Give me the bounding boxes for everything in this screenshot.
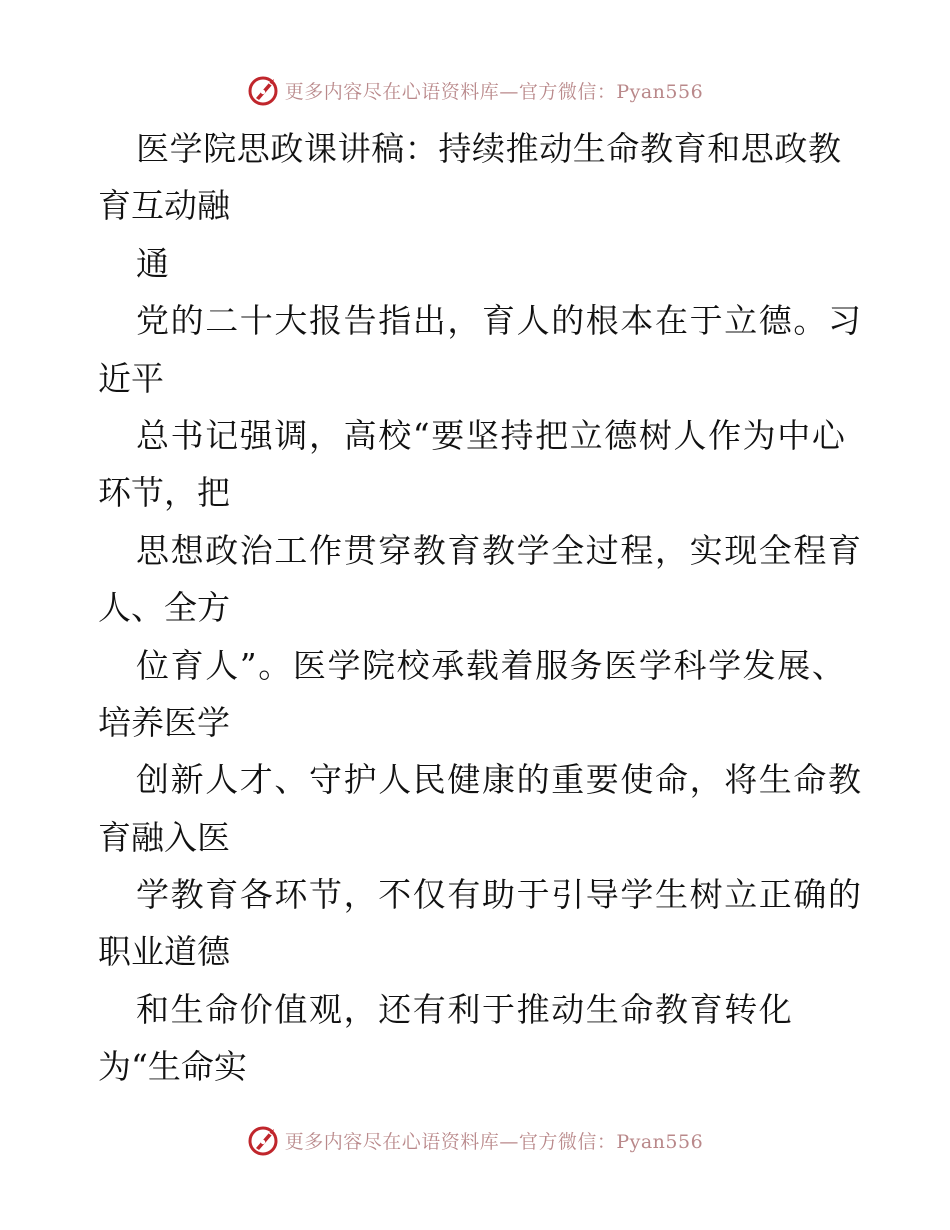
text-line: 育互动融 [98,186,230,226]
text-line: 通 [136,243,171,283]
text-line: 为“生命实 [98,1047,247,1087]
text-line: 医学院思政课讲稿：持续推动生命教育和思政教 [136,129,842,168]
footer-brand: 更多内容尽在心语资料库 [284,1130,500,1153]
text-line: 党的二十大报告指出，育人的根本在于立德。习 [136,301,863,341]
pen-nib-logo-icon [247,1123,281,1157]
text-line: 总书记强调，高校“要坚持把立德树人作为中心 [136,415,847,455]
footer-wechat-id: Pyan556 [616,1130,704,1153]
header-brand: 更多内容尽在心语资料库 [284,80,500,103]
document-body [98,120,863,1096]
text-line: 人、全方 [98,588,230,628]
text-line: 位育人”。医学院校承载着服务医学科学发展、 [136,645,847,685]
text-line: 环节，把 [98,473,230,513]
header-wechat-label: 官方微信： [518,80,617,103]
footer-wechat-label: 官方微信： [518,1130,617,1153]
footer-banner [0,1120,950,1160]
text-line: 学教育各环节，不仅有助于引导学生树立正确的 [136,875,863,915]
header-separator: — [499,80,519,103]
pen-nib-logo-icon [247,73,281,107]
footer-separator: — [499,1130,519,1153]
text-line: 培养医学 [98,702,230,742]
text-line: 近平 [98,358,164,398]
header-wechat-id: Pyan556 [616,80,704,103]
header-banner-text [285,77,703,104]
text-line: 思想政治工作贯穿教育教学全过程，实现全程育 [136,530,863,570]
header-banner [0,70,950,110]
text-line: 创新人才、守护人民健康的重要使命，将生命教 [136,760,863,800]
footer-banner-text [285,1127,703,1154]
text-line: 和生命价值观，还有利于推动生命教育转化 [136,989,794,1029]
text-line: 育融入医 [98,817,230,857]
text-line: 职业道德 [98,932,230,972]
